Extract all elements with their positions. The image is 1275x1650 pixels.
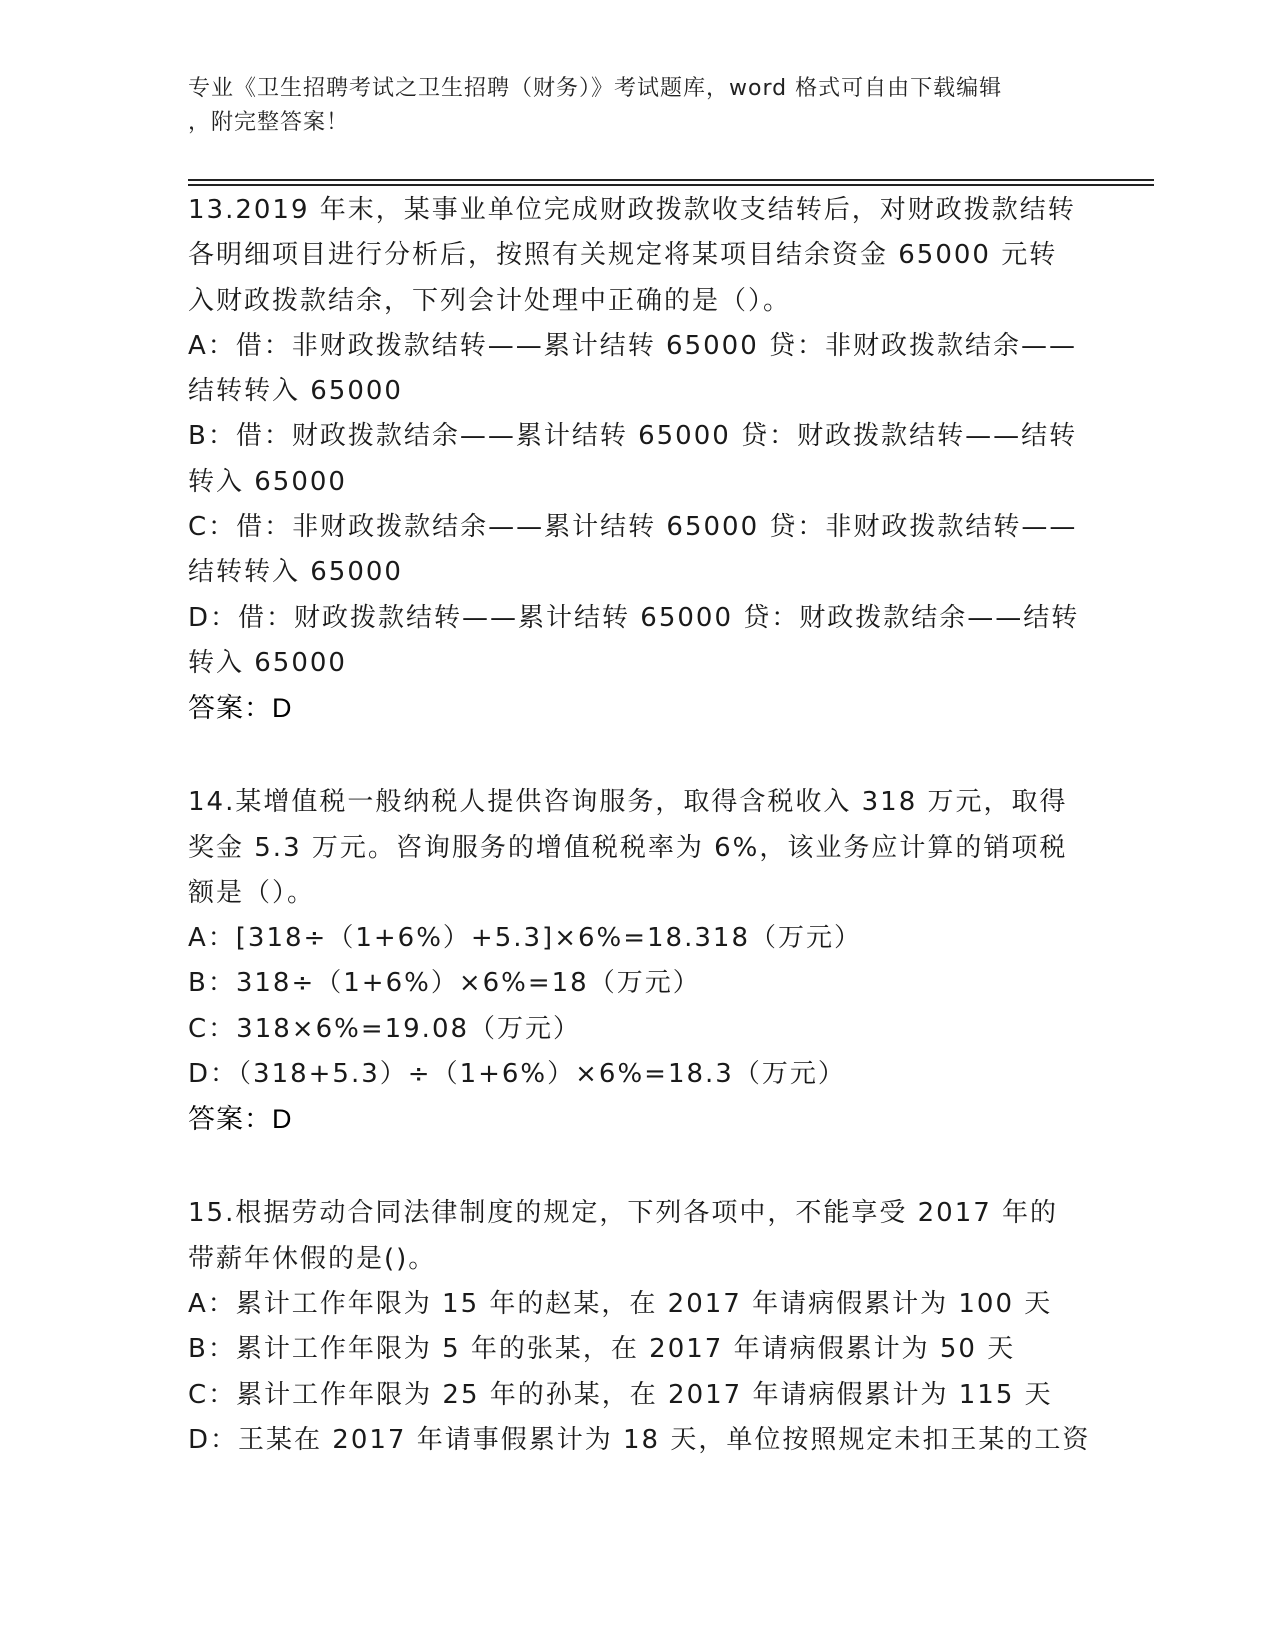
header-line: 专业《卫生招聘考试之卫生招聘（财务）》考试题库，word 格式可自由下载编辑	[188, 76, 1003, 101]
question-stem-line: 14.某增值税一般纳税人提供咨询服务，取得含税收入 318 万元，取得	[188, 787, 1068, 818]
header-rule-top	[188, 179, 1154, 181]
option-a-line: A：借：非财政拨款结转——累计结转 65000 贷：非财政拨款结余——	[188, 330, 1078, 361]
option-c-line: 结转转入 65000	[188, 557, 403, 588]
option-b-line: B：累计工作年限为 5 年的张某，在 2017 年请病假累计为 50 天	[188, 1334, 1016, 1365]
question-stem-line: 奖金 5.3 万元。咨询服务的增值税税率为 6%，该业务应计算的销项税	[188, 832, 1068, 863]
option-d-line: D：王某在 2017 年请事假累计为 18 天，单位按照规定未扣王某的工资	[188, 1424, 1091, 1455]
question-14	[188, 780, 1088, 1141]
document-header	[188, 72, 1068, 140]
question-stem-line: 13.2019 年末，某事业单位完成财政拨款收支结转后，对财政拨款结转	[188, 195, 1076, 225]
option-a-line: A：[318÷（1+6%）+5.3]×6%=18.318（万元）	[188, 923, 862, 954]
question-15	[188, 1191, 1091, 1463]
question-stem-line: 15.根据劳动合同法律制度的规定，下列各项中，不能享受 2017 年的	[188, 1198, 1059, 1229]
option-c-line: C：累计工作年限为 25 年的孙某，在 2017 年请病假累计为 115 天	[188, 1379, 1053, 1410]
option-b-line: B：318÷（1+6%）×6%=18（万元）	[188, 968, 701, 999]
option-b-line: 转入 65000	[188, 466, 347, 497]
question-13	[188, 188, 1088, 730]
question-stem-line: 入财政拨款结余，下列会计处理中正确的是（）。	[188, 285, 792, 316]
option-b-line: B：借：财政拨款结余——累计结转 65000 贷：财政拨款结转——结转	[188, 421, 1078, 452]
question-stem-line: 各明细项目进行分析后，按照有关规定将某项目结余资金 65000 元转	[188, 240, 1058, 271]
question-list	[188, 188, 1091, 1513]
option-a-line: 结转转入 65000	[188, 376, 403, 407]
header-line: ，附完整答案！	[188, 110, 350, 135]
answer-label: 答案：D	[188, 693, 293, 724]
header-rule-bottom	[188, 184, 1154, 186]
option-d-line: 转入 65000	[188, 647, 347, 678]
option-d-line: D：（318+5.3）÷（1+6%）×6%=18.3（万元）	[188, 1059, 846, 1090]
option-c-line: C：318×6%=19.08（万元）	[188, 1013, 582, 1044]
question-stem-line: 额是（）。	[188, 877, 316, 908]
answer-label: 答案：D	[188, 1104, 293, 1135]
question-stem-line: 带薪年休假的是()。	[188, 1243, 437, 1274]
option-d-line: D：借：财政拨款结转——累计结转 65000 贷：财政拨款结余——结转	[188, 602, 1080, 633]
option-c-line: C：借：非财政拨款结余——累计结转 65000 贷：非财政拨款结转——	[188, 512, 1078, 543]
option-a-line: A：累计工作年限为 15 年的赵某，在 2017 年请病假累计为 100 天	[188, 1288, 1053, 1319]
